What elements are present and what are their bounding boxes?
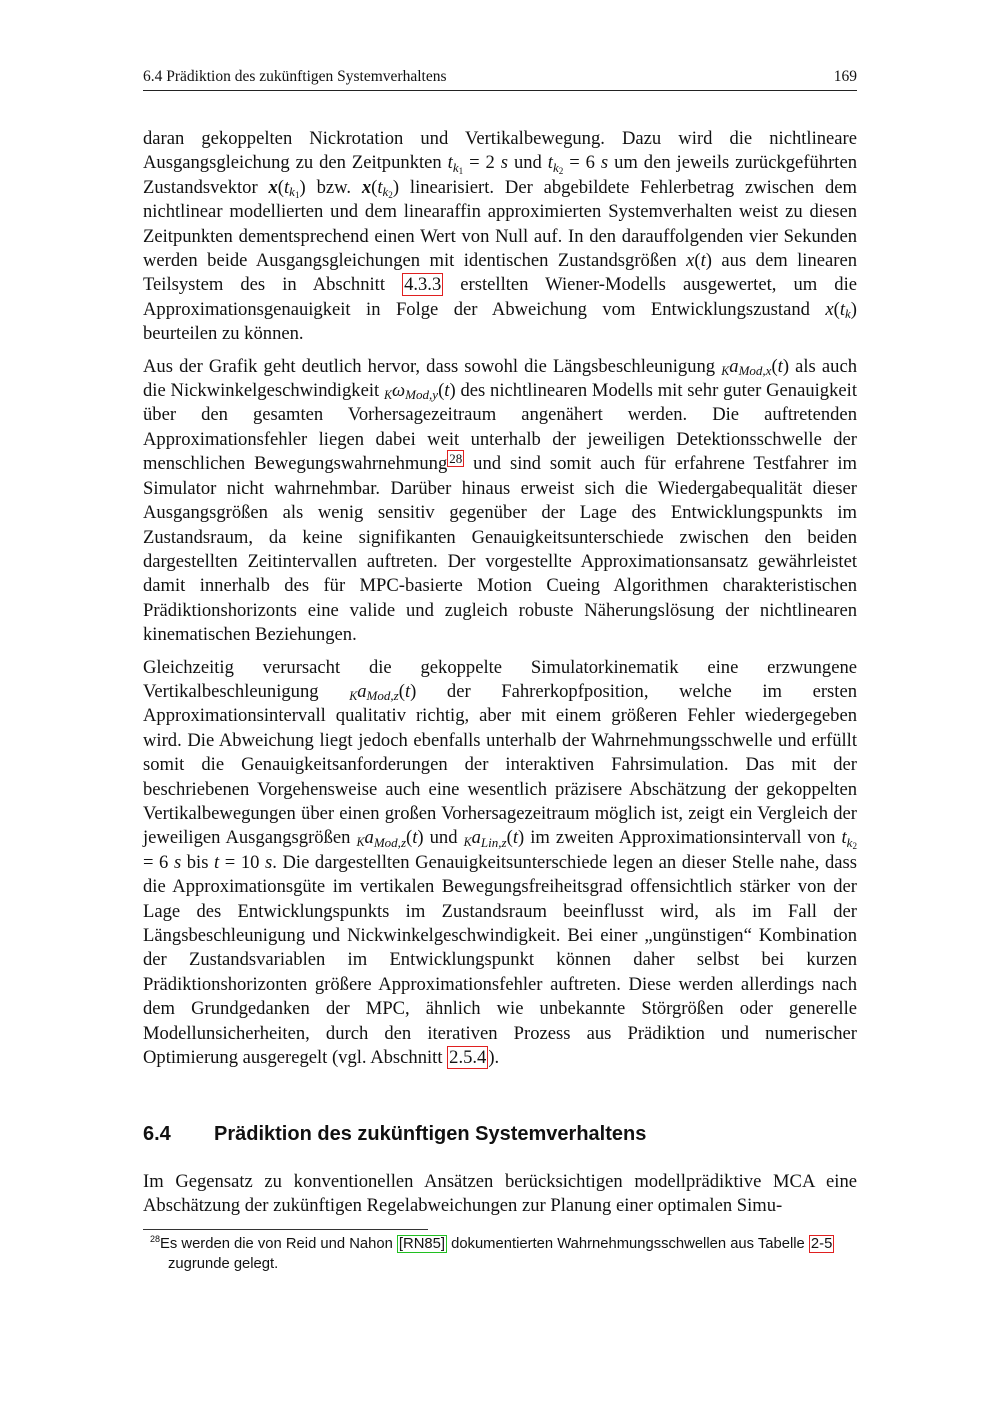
paragraph-3-text-a: Gleichzeitig verursacht die gekoppelte Simulatorkinematik eine erzwungene Vertikalbeschleunigung <box>143 656 857 702</box>
paragraph-3-text-d: im zweiten Approximationsintervall von <box>524 827 842 849</box>
paragraph-1-text-d: linearisiert. Der abgebildete Fehlerbetrag zwischen dem nichtlinear modellierten und dem linearaffin approximierten Systemverhalten weist zu diesen Zeitpunkten dementsprechend einen Wert von Null auf. In den darauffolgenden vier Sekunden werden beide Ausgangsgleichungen mit identischen Zustandsgrößen <box>143 176 858 272</box>
paragraph-2-text-d: und sind somit auch für erfahrene Testfahrer im Simulator nicht wahrnehmbar. Darüber hinaus erweist sich die Wiedergabequalität dieser Ausgangsgrößen als wenig sensitiv gegenüber der Lage des Entwicklungspunkts im Zustandsraum, da keine signifikanten Genauigkeitsunterschiede zwischen den beiden dargestellten Zeitintervallen auftreten. Der vorgestellte Approximationsansatz gewährleistet damit innerhalb des für MPC-basierte Motion Cueing Algorithmen charakteristischen Prädiktionshorizonts eine valide und zugleich robuste Näherungslösung der nichtlinearen kinematischen Beziehungen. <box>143 453 857 646</box>
footnote-text-a: Es werden die von Reid und Nahon <box>160 1236 397 1252</box>
running-header <box>143 64 857 91</box>
citation-link-rn85[interactable]: [RN85] <box>398 1236 445 1252</box>
paragraph-4: Im Gegensatz zu konventionellen Ansätzen berücksichtigen modellprädiktive MCA eine Abschätzung der zukünftigen Regelabweichungen zur Planung einer optimalen Simu- <box>143 1171 857 1217</box>
formula-x-tk: $x(t_k)$ <box>825 298 857 322</box>
paragraph-3-text-b: der Fahrerkopfposition, welche im ersten Approximationsintervall qualitativ richtig, aber mit einem größeren Fehler wiedergegeben wird. Die Abweichung liegt jedoch ebenfalls unterhalb der Wahrnehmungsschwelle und erfüllt somit die Genauigkeitsanforderungen der interaktiven Fahrsimulation. Das mit der beschriebenen Vorgehensweise auch eine wesentlich präzisere Abschätzung der gekoppelten Vertikalbewegungen über einen großen Vorhersagezeitraum möglich ist, zeigt ein Vergleich der jeweiligen Ausgangsgrößen <box>143 680 857 849</box>
formula-tk2-6s: $t_{k_2} = 6$ s <box>143 827 858 873</box>
paragraph-1: daran gekoppelten Nickrotation und Vertikalbewegung. Dazu wird die nichtlineare Ausgangsgleichung zu den Zeitpunkten $t_{k_1} = 2$ s und $t_{k_2} = 6$ s um den jeweils zurückgeführten Zustandsvektor $x(t_{k_1})$ bzw. $x(t_{k_2})$ linearisiert. Der abgebildete Fehlerbetrag zwischen dem nichtlinear modellierten und dem linearaffin approximierten Systemverhalten weist zu diesen Zeitpunkten dementsprechend einen Wert von Null auf. In den darauffolgenden vier Sekunden werden beide Ausgangsgleichungen mit identischen Zustandsgrößen x(t) aus dem linearen Teilsystem des in Abschnitt 4.3.3 erstellten Wiener-Modells ausgewertet, um die Approximationsgenauigkeit in Folge der Abweichung vom Entwicklungszustand $x(t_k)$ beurteilen zu können. <box>143 128 858 345</box>
page-number: 169 <box>833 68 857 85</box>
paragraph-2-text-b: als auch die Nickwinkelgeschwindigkeit <box>143 355 857 402</box>
paragraph-2-text-a: Aus der Grafik geht deutlich hervor, dass sowohl die Längsbeschleunigung <box>143 355 722 377</box>
section-title: Prädiktion des zukünftigen Systemverhaltens <box>214 1123 647 1145</box>
paragraph-3-text-g: ). <box>488 1047 500 1069</box>
paragraph-2-text-c: des nichtlinearen Modells mit sehr guter Genauigkeit über den gesamten Vorhersagezeitraum angenähert werden. Die auftretenden Approximationsfehler liegen dabei weit unterhalb der jeweiligen Detektionsschwelle der menschlichen Bewegungswahrnehmung <box>143 380 857 475</box>
paragraph-3-text-e: bis <box>181 851 215 873</box>
paragraph-3 <box>143 656 857 1071</box>
paragraph-1-text-b: um den jeweils zurückgeführten Zustandsvektor <box>143 152 857 198</box>
formula-a-lin-z: $Ka_{Lin,z}(t)$ <box>463 827 525 850</box>
paragraph-2 <box>143 355 857 648</box>
paragraph-1-text-c: bzw. <box>305 176 362 198</box>
formula-a-mod-z-2: $Ka_{Mod,z}(t)$ <box>356 827 424 850</box>
paragraph-1-text-a: daran gekoppelten Nickrotation und Vertikalbewegung. Dazu wird die nichtlineare Ausgangsgleichung zu den Zeitpunkten <box>143 128 857 174</box>
formula-tk2: $t_{k_2} = 6$ s <box>547 152 609 176</box>
formula-a-mod-z: $Ka_{Mod,z}(t)$ <box>349 680 417 704</box>
paragraph-1-text-g: beurteilen zu können. <box>143 323 304 345</box>
footnote-divider <box>143 1229 428 1230</box>
body-text <box>143 127 857 1070</box>
footnote-line-1 <box>150 1235 858 1255</box>
formula-x-tk1: $x(t_{k_1})$ <box>268 176 306 201</box>
formula-x-tk2: $x(t_{k_2})$ <box>361 176 400 201</box>
formula-tk1: $t_{k_1} = 2$ s <box>447 152 509 176</box>
paragraph-3-text-f: . Die dargestellten Genauigkeitsunterschiede legen an dieser Stelle nahe, dass die Approximationsgüte im vertikalen Bewegungsfreiheitsgrad offensichtlich stärker von der Lage des Entwicklungspunkts im Zustandsraum beeinflusst wird, als im Fall der Längsbeschleunigung und Nickwinkelgeschwindigkeit. Bei einer „ungünstigen“ Kombination der Zustandsvariablen im Entwicklungspunkt können daher selbst bei kurzen Prädiktionshorizonten größere Approximationsfehler auftreten. Diese werden allerdings nach dem Grundgedanken der MPC, ähnlich wie unbekannte Störgrößen oder generelle Modellunsicherheiten, durch den iterativen Prozess aus Prädiktion und numerischer Optimierung ausgeregelt (vgl. Abschnitt <box>143 851 857 1069</box>
footnote-text-b: dokumentierten Wahrnehmungsschwellen aus Tabelle <box>446 1236 809 1252</box>
paragraph-1-text-f: erstellten Wiener-Modells ausgewertet, um die Approximationsgenauigkeit in Folge der Abweichung vom Entwicklungszustand <box>143 274 857 320</box>
running-header-title: 6.4 Prädiktion des zukünftigen Systemverhaltens <box>143 68 447 85</box>
footnote-mark: 28 <box>150 1234 161 1244</box>
formula-omega-mod-y: $K\omega_{Mod,y}(t)$ <box>383 380 456 403</box>
footnote-link-28[interactable]: 28 <box>449 451 463 467</box>
table-link-2-5[interactable]: 2-5 <box>810 1236 833 1252</box>
section-body-text <box>143 1170 857 1219</box>
section-link-4-3-3[interactable]: 4.3.3 <box>404 274 442 296</box>
formula-t-10s: t = 10 s <box>214 851 273 873</box>
section-link-2-5-4[interactable]: 2.5.4 <box>449 1047 487 1069</box>
paragraph-3-text-c: und <box>423 827 464 849</box>
section-number: 6.4 <box>143 1123 171 1145</box>
formula-a-mod-x: $Ka_{Mod,x}(t)$ <box>721 355 790 378</box>
formula-x-t: x(t) <box>686 250 712 272</box>
footnote-line-2: zugrunde gelegt. <box>168 1255 279 1272</box>
footnote-28 <box>150 1235 858 1274</box>
paragraph-1-text-e: aus dem linearen Teilsystem des in Abschnitt <box>143 250 857 296</box>
